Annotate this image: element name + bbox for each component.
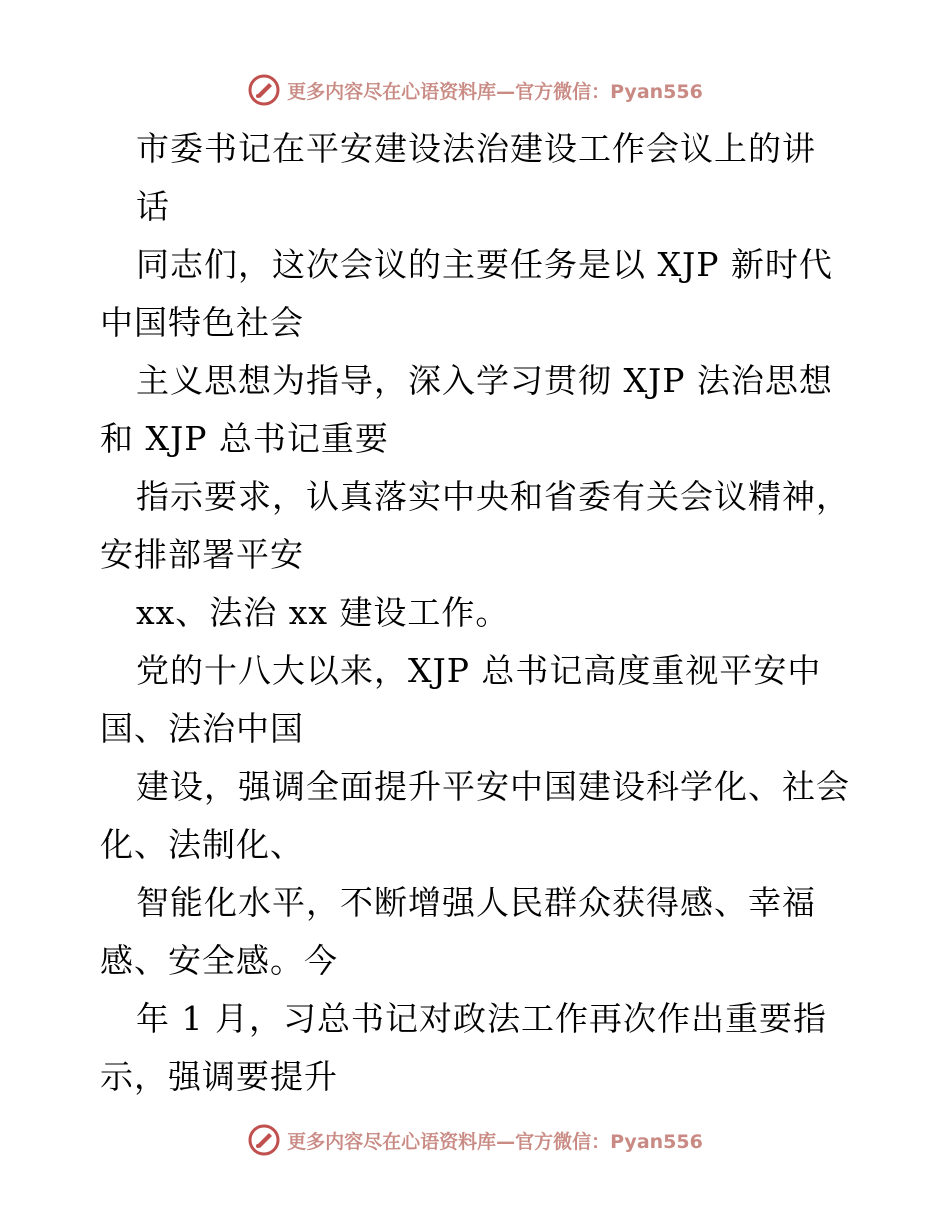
text-line: 中国特色社会	[100, 303, 304, 342]
text-line: 话	[136, 187, 170, 226]
footer-watermark-text: 更多内容尽在心语资料库—官方微信：Pyan556	[287, 1130, 703, 1153]
footer-watermark-banner	[0, 1120, 950, 1160]
brand-logo-icon	[247, 1123, 281, 1157]
text-line: 感、安全感。今	[100, 941, 338, 980]
text-line: 同志们，这次会议的主要任务是以 XJP 新时代	[136, 245, 833, 284]
text-line: 指示要求，认真落实中央和省委有关会议精神，	[136, 477, 850, 516]
document-body	[100, 120, 880, 1106]
text-line: 化、法制化、	[100, 825, 304, 864]
text-line: 示，强调要提升	[100, 1057, 338, 1096]
text-line: 国、法治中国	[100, 709, 304, 748]
text-line: 建设，强调全面提升平安中国建设科学化、社会	[136, 767, 850, 806]
header-watermark-banner	[0, 70, 950, 110]
text-line: 年 1 月，习总书记对政法工作再次作出重要指	[136, 999, 827, 1038]
text-line: 和 XJP 总书记重要	[100, 419, 389, 458]
text-line: 主义思想为指导，深入学习贯彻 XJP 法治思想	[136, 361, 833, 400]
text-line: xx、法治 xx 建设工作。	[136, 593, 510, 632]
text-line: 党的十八大以来，XJP 总书记高度重视平安中	[136, 651, 822, 690]
text-line: 安排部署平安	[100, 535, 304, 574]
text-line: 智能化水平，不断增强人民群众获得感、幸福	[136, 883, 816, 922]
brand-logo-icon	[247, 73, 281, 107]
text-line: 市委书记在平安建设法治建设工作会议上的讲	[136, 129, 816, 168]
header-watermark-text: 更多内容尽在心语资料库—官方微信：Pyan556	[287, 80, 703, 103]
